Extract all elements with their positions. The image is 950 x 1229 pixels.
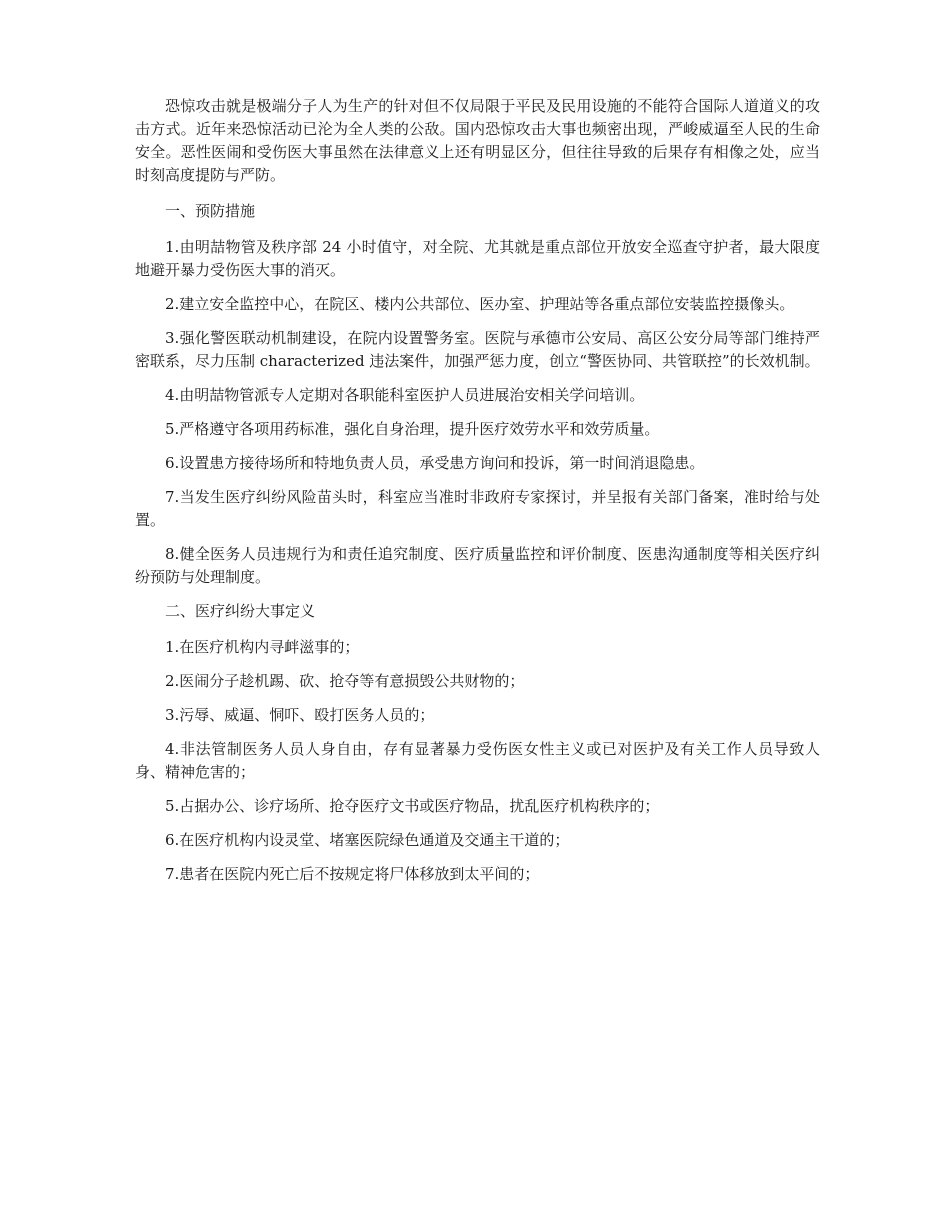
definition-item-7: 7.患者在医院内死亡后不按规定将尸体移放到太平间的； bbox=[165, 865, 540, 883]
definition-item-3: 3.污辱、威逼、恫吓、殴打医务人员的； bbox=[165, 706, 435, 724]
prevention-item-6: 6.设置患方接待场所和特地负责人员，承受患方询问和投诉，第一时间消退隐患。 bbox=[165, 454, 705, 472]
prevention-item-8: 8.健全医务人员违规行为和责任追究制度、医疗质量监控和评价制度、医患沟通制度等相关医疗纠纷预防与处理制度。 bbox=[135, 545, 820, 586]
definition-item-1: 1.在医疗机构内寻衅滋事的； bbox=[165, 638, 360, 656]
prevention-item-2: 2.建立安全监控中心，在院区、楼内公共部位、医办室、护理站等各重点部位安装监控摄像头。 bbox=[165, 295, 795, 313]
definition-item-4: 4.非法管制医务人员人身自由，存有显著暴力受伤医女性主义或已对医护及有关工作人员导致人身、精神危害的； bbox=[135, 740, 820, 781]
prevention-item-1: 1.由明喆物管及秩序部 24 小时值守，对全院、尤其就是重点部位开放安全巡查守护者，最大限度地避开暴力受伤医大事的消灭。 bbox=[135, 238, 820, 279]
definition-item-2: 2.医闹分子趁机踢、砍、抢夺等有意损毁公共财物的； bbox=[165, 672, 525, 690]
document-body bbox=[135, 95, 820, 897]
definition-item-6: 6.在医疗机构内设灵堂、堵塞医院绿色通道及交通主干道的； bbox=[165, 831, 570, 849]
intro-paragraph: 恐惊攻击就是极端分子人为生产的针对但不仅局限于平民及民用设施的不能符合国际人道道义的攻击方式。近年来恐惊活动已沦为全人类的公敌。国内恐惊攻击大事也频密出现，严峻威逼至人民的生命安全。恶性医闹和受伤医大事虽然在法律意义上还有明显区分，但往往导致的后果存有相像之处，应当时刻高度提防与严防。 bbox=[135, 97, 820, 184]
definition-item-5: 5.占据办公、诊疗场所、抢夺医疗文书或医疗物品，扰乱医疗机构秩序的； bbox=[165, 797, 660, 815]
prevention-item-7: 7.当发生医疗纠纷风险苗头时，科室应当准时非政府专家探讨，并呈报有关部门备案，准时给与处置。 bbox=[135, 488, 820, 529]
prevention-item-4: 4.由明喆物管派专人定期对各职能科室医护人员进展治安相关学问培训。 bbox=[165, 386, 645, 404]
section-heading-definition: 二、医疗纠纷大事定义 bbox=[165, 602, 316, 620]
prevention-item-5: 5.严格遵守各项用药标准，强化自身治理，提升医疗效劳水平和效劳质量。 bbox=[165, 420, 660, 438]
prevention-item-3: 3.强化警医联动机制建设，在院内设置警务室。医院与承德市公安局、高区公安分局等部门维持严密联系，尽力压制 characterized 违法案件，加强严惩力度，创立“警医协同、共管联控”的长效机制。 bbox=[135, 329, 820, 370]
section-heading-prevention: 一、预防措施 bbox=[165, 202, 256, 220]
